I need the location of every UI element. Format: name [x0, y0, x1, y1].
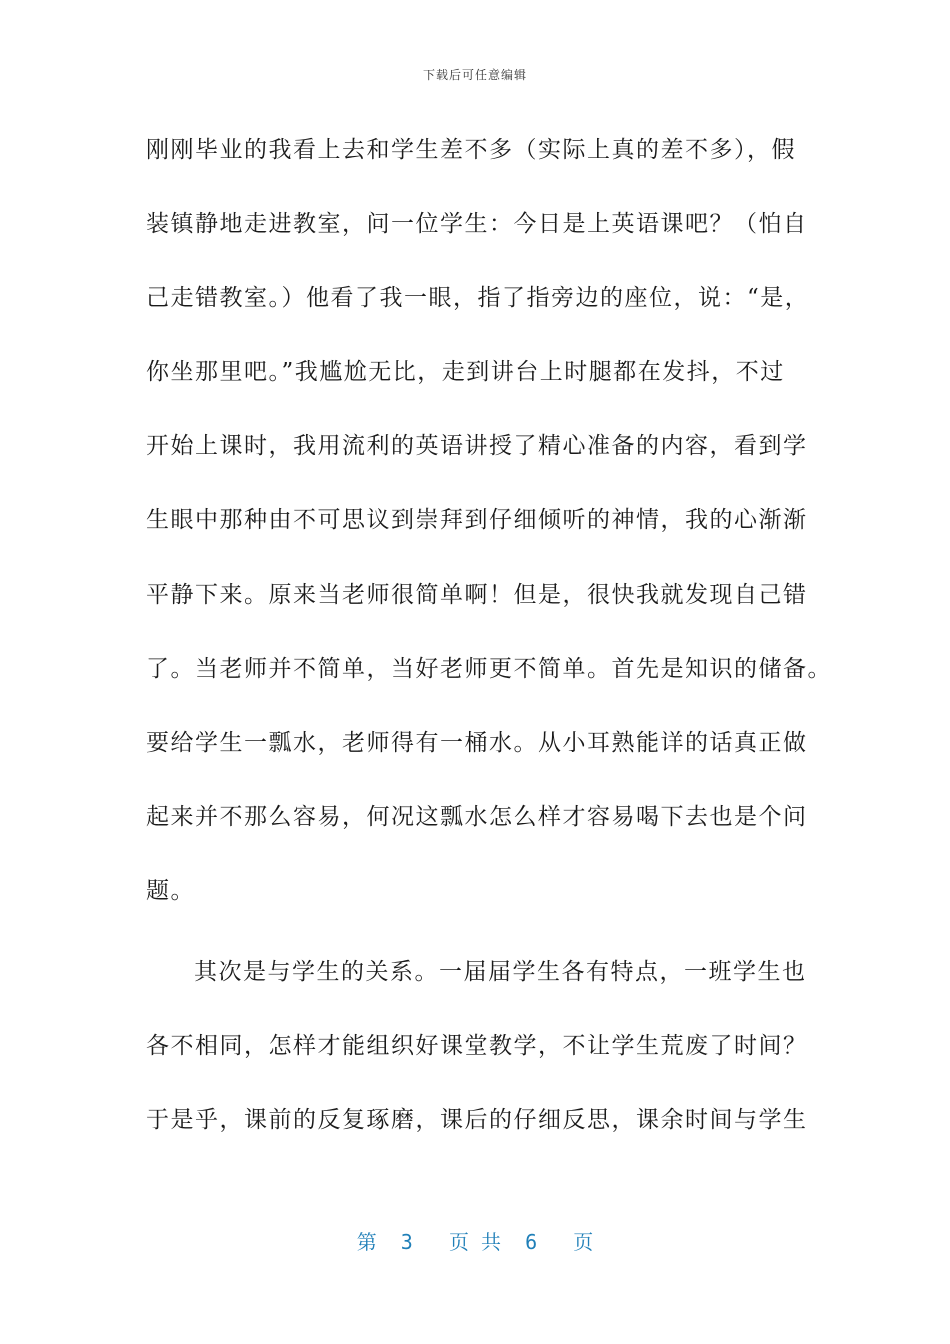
page-header: 下载后可任意编辑 — [422, 68, 527, 82]
text-line: 刚刚毕业的我看上去和学生差不多（实际上真的差不多），假 — [146, 137, 796, 163]
text-line: 起来并不那么容易，何况这瓢水怎么样才容易喝下去也是个问 — [146, 804, 808, 830]
text-line: 其次是与学生的关系。一届届学生各有特点，一班学生也 — [194, 959, 807, 985]
text-line: 平静下来。原来当老师很简单啊！但是，很快我就发现自己错 — [146, 582, 808, 608]
text-line: 各不相同，怎样才能组织好课堂教学，不让学生荒废了时间？ — [146, 1033, 808, 1059]
page-number-footer: 第 3 页 共 6 页 — [356, 1230, 594, 1254]
text-line: 题。 — [146, 878, 195, 904]
text-line: 装镇静地走进教室，问一位学生：今日是上英语课吧？（怕自 — [146, 211, 808, 237]
text-line: 己走错教室。）他看了我一眼，指了指旁边的座位，说：“是， — [146, 285, 810, 311]
text-line: 了。当老师并不简单，当好老师更不简单。首先是知识的储备。 — [146, 656, 832, 682]
text-line: 你坐那里吧。”我尴尬无比，走到讲台上时腿都在发抖，不过 — [146, 359, 785, 385]
text-line: 开始上课时，我用流利的英语讲授了精心准备的内容，看到学 — [146, 433, 808, 459]
text-line: 要给学生一瓢水，老师得有一桶水。从小耳熟能详的话真正做 — [146, 730, 808, 756]
text-line: 于是乎，课前的反复琢磨，课后的仔细反思，课余时间与学生 — [146, 1107, 808, 1133]
text-line: 生眼中那种由不可思议到崇拜到仔细倾听的神情，我的心渐渐 — [146, 507, 808, 533]
